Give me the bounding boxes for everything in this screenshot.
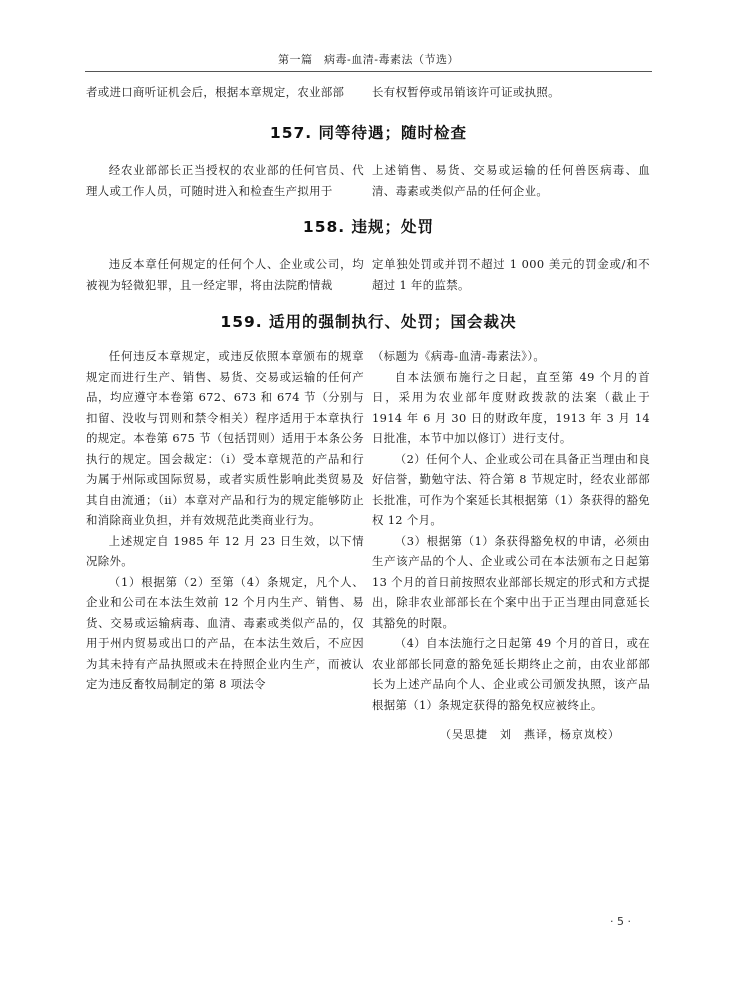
section-157-left-column: [86, 160, 364, 201]
paragraph: 上述规定自 1985 年 12 月 23 日生效，以下情况除外。: [86, 533, 364, 568]
continuation-right: [372, 82, 650, 103]
translator-credit: （吴思捷 刘 燕译，杨京岚校）: [440, 728, 620, 741]
paragraph: （4）自本法施行之日起第 49 个月的首日，或在农业部部长同意的豁免延长期终止之前，由农业部部长为上述产品向个人、企业或公司颁发执照，该产品根据第（1）条规定获得的豁免权应被终止。: [372, 636, 650, 712]
section-159-heading: 159. 适用的强制执行、处罚；国会裁决: [220, 313, 517, 331]
paragraph: （标题为《病毒-血清-毒素法》）。: [372, 349, 546, 363]
paragraph: 违反本章任何规定的任何个人、企业或公司，均被视为轻微犯罪，且一经定罪，将由法院酌情裁: [86, 257, 364, 292]
section-158-left-column: [86, 254, 364, 295]
paragraph: 自本法颁布施行之日起，直至第 49 个月的首日，采用为农业部年度财政拨款的法案（截止于 1914 年 6 月 30 日的财政年度，1913 年 3 月 14 日批准，本节中加以修订）进行支付。: [372, 369, 650, 445]
section-159-left-column: [86, 346, 364, 695]
paragraph: （1）根据第（2）至第（4）条规定，凡个人、企业和公司在本法生效前 12 个月内生产、销售、易货、交易或运输病毒、血清、毒素或类似产品的，仅用于州内贸易或出口的产品，在本法生效后，不应因为其未持有产品执照或未在持照企业内生产，而被认定为违反畜牧局制定的第 8 项法令: [86, 574, 364, 691]
paragraph: （3）根据第（1）条获得豁免权的申请，必须由生产该产品的个人、企业或公司在本法颁布之日起第 13 个月的首日前按照农业部部长规定的形式和方式提出，除非农业部部长在个案中出于正当理由同意延长其豁免的时限。: [372, 533, 650, 630]
page-number: · 5 ·: [610, 915, 631, 928]
paragraph: 经农业部部长正当授权的农业部的任何官员、代理人或工作人员，可随时进入和检查生产拟用于: [86, 163, 364, 198]
paragraph: 定单独处罚或并罚不超过 1 000 美元的罚金或/和不超过 1 年的监禁。: [372, 257, 650, 292]
paragraph: 长有权暂停或吊销该许可证或执照。: [372, 85, 560, 99]
section-158-right-column: [372, 254, 650, 295]
paragraph: 上述销售、易货、交易或运输的任何兽医病毒、血清、毒素或类似产品的任何企业。: [372, 163, 650, 198]
continuation-left: [86, 82, 364, 103]
section-158-heading: 158. 违规；处罚: [302, 218, 435, 236]
section-157-right-column: [372, 160, 650, 201]
section-157-heading: 157. 同等待遇；随时检查: [269, 124, 468, 142]
paragraph: 任何违反本章规定，或违反依照本章颁布的规章规定而进行生产、销售、易货、交易或运输的任何产品，均应遵守本卷第 672、673 和 674 节（分别与扣留、没收与罚则和禁令相关）程序适用于本章执行的规定。本卷第 675 节（包括罚则）适用于本条公务执行的规定。国会裁定：（ⅰ）受本章规范的产品和行为属于州际或国际贸易，或者实质性影响此类贸易及其自由流通；（ⅱ）本章对产品和行为的规定能够防止和消除商业负担，并有效规范此类商业行为。: [86, 349, 364, 527]
paragraph: （2）任何个人、企业或公司在具备正当理由和良好信誉，勤勉守法、符合第 8 节规定时，经农业部部长批准，可作为个案延长其根据第（1）条获得的豁免权 12 个月。: [372, 451, 650, 527]
header-rule: [85, 71, 652, 72]
paragraph: 者或进口商听证机会后，根据本章规定，农业部部: [86, 85, 345, 99]
section-159-right-column: [372, 346, 650, 715]
running-head: 第一篇 病毒-血清-毒素法（节选）: [278, 53, 459, 66]
